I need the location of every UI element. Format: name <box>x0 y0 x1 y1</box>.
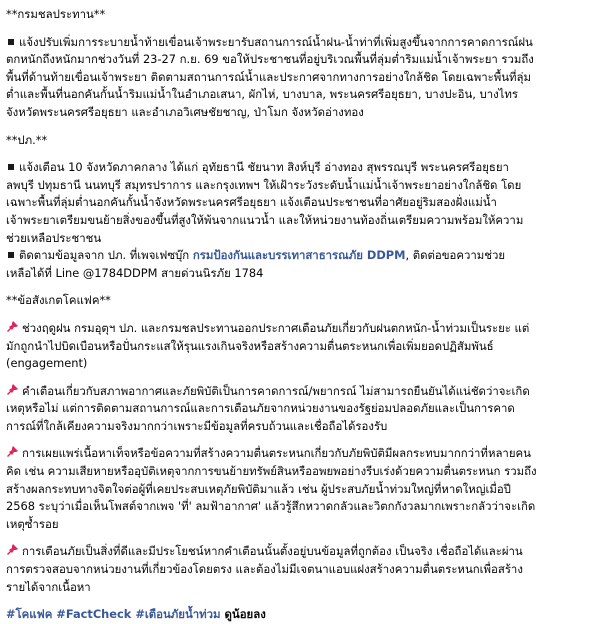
section-title-rid: **กรมชลประทาน** <box>6 7 106 21</box>
rid-line: แจ้งปรับเพิ่มการระบายน้ำท้ายเขื่อนเจ้าพระยารับสถานการณ์น้ำฝน-น้ำท่าที่เพิ่มสูงขึ้นจากการคาดการณ์ฝน <box>19 34 533 49</box>
note-line: เหตุหรือไม่ แต่การติดตามสถานการณ์และการเตือนภัยจากหน่วยงานของรัฐย่อมปลอดภัยและเป็นการคาด <box>6 401 515 416</box>
dpm-line: เจ้าพระยาเตรียมขนย้ายสิ่งของขึ้นที่สูงให้พ้นจากแนวน้ำ และให้หน่วยงานท้องถิ่นเตรียมความพร้อมให้ความ <box>6 212 524 227</box>
note-line: สร้างผลกระทบทางจิตใจต่อผู้ที่เคยประสบเหตุภัยพิบัติมาแล้ว เช่น ผู้ประสบภัยน้ำท่วมใหญ่ที่หาดใหญ่เมื่อปี <box>6 481 511 496</box>
rid-line: ต่ำและพื้นที่นอกคันกั้นน้ำริมแม่น้ำในอำเภอเสนา, ผักไห่, บางบาล, พระนครศรีอยุธยา, บางปะอิน, บางไทร <box>6 87 519 102</box>
rid-line: จังหวัดพระนครศรีอยุธยา และอำเภอวิเศษชัยชาญ, ป่าโมก จังหวัดอ่างทอง <box>6 104 364 119</box>
note-line: คิด เช่น ความเสียหายหรืออุบัติเหตุจากการขนย้ายทรัพย์สินหรืออพยพอย่างรีบเร่งด้วยความตื่นตระหนก รวมถึง <box>6 464 537 479</box>
note-line: 2568 ระบุว่าเมื่อเห็นโพสต์จากเพจ 'ที่' ลมฟ้าอากาศ' แล้วรู้สึกหวาดกลัวและวิตกกังวลมากเพราะกลัวว่าจะเกิด <box>6 499 536 514</box>
note-item <box>6 543 598 596</box>
dpm-item <box>6 159 598 247</box>
pushpin-icon <box>6 384 18 396</box>
dpm-line: เฉพาะพื้นที่ลุ่มต่ำนอกคันกั้นน้ำจังหวัดพระนครศรีอยุธยา แจ้งเตือนประชาชนที่อาศัยอยู่ริมสองฝั่งแม่น้ำ <box>6 195 497 210</box>
follow-line2: เหลือได้ที่ Line @1784DDPM สายด่วนนิรภัย 1784 <box>6 265 264 280</box>
section-title-dpm: **ปภ.** <box>6 132 48 147</box>
note-line: รายได้จากเนื้อหา <box>6 579 91 594</box>
note-line: การเตือนภัยเป็นสิ่งที่ดีและมีประโยชน์หากคำเตือนนั้นตั้งอยู่บนข้อมูลที่ถูกต้อง เป็นจริง เชื่อถือได้และผ่าน <box>22 544 523 559</box>
hashtag-link[interactable]: #เตือนภัยน้ำท่วม <box>135 607 221 622</box>
black-square-icon <box>8 252 14 258</box>
dpm-line: ลพบุรี ปทุมธานี นนทบุรี สมุทรปราการ และกรุงเทพฯ ให้เฝ้าระวังระดับน้ำแม่น้ำเจ้าพระยาอย่างใกล้ชิด โดย <box>6 177 522 192</box>
hashtag-link[interactable]: #FactCheck <box>56 607 132 622</box>
hashtag-link[interactable]: #โคแฟค <box>6 607 53 622</box>
note-item <box>6 383 598 436</box>
see-less-button[interactable]: ดูน้อยลง <box>224 607 266 622</box>
note-item <box>6 320 598 373</box>
rid-line: พื้นที่ด้านท้ายเขื่อนเจ้าพระยา ติดตามสถานการณ์น้ำและประกาศจากทางการอย่างใกล้ชิด โดยเฉพาะพื้นที่ลุ่ม <box>6 69 532 84</box>
ddpm-page-link[interactable]: กรมป้องกันและบรรเทาสาธารณภัย DDPM <box>192 248 406 263</box>
note-line: การตรวจสอบจากหน่วยงานที่เกี่ยวข้องโดยตรง และต้องไม่มีเจตนาแอบแฝงสร้างความตื่นตระหนกเพื่อสร้าง <box>6 562 523 577</box>
note-item <box>6 445 598 533</box>
follow-prefix: ติดตามข้อมูลจาก ปภ. ที่เพจเฟซบุ๊ก <box>19 248 193 263</box>
pushpin-icon <box>6 321 18 333</box>
note-line: ช่วงฤดูฝน กรมอุตุฯ ปภ. และกรมชลประทานออกประกาศเตือนภัยเกี่ยวกับฝนตกหนัก-น้ำท่วมเป็นระยะ แต่ <box>22 320 530 335</box>
black-square-icon <box>8 164 14 170</box>
hashtag-row <box>6 606 598 624</box>
note-line: เหตุซ้ำรอย <box>6 516 59 531</box>
dpm-line: ช่วยเหลือประชาชน <box>6 230 102 245</box>
rid-line: ตกหนักถึงหนักมากช่วงวันที่ 23-27 ก.ย. 69 ขอให้ประชาชนที่อยู่บริเวณพื้นที่ลุ่มต่ำริมแม่น้ำเจ้าพระยา รวมถึง <box>6 52 534 67</box>
note-line: มักถูกนำไปบิดเบือนหรือปั่นกระแสให้รุนแรงเกินจริงหรือสร้างความตื่นตระหนกเพื่อเพิ่มยอดปฏิสัมพันธ์ <box>6 338 494 353</box>
note-line: คำเตือนเกี่ยวกับสภาพอากาศและภัยพิบัติเป็นการคาดการณ์/พยากรณ์ ไม่สามารถยืนยันได้แน่ชัดว่าจะเกิด <box>22 383 530 398</box>
follow-suffix: , ติดต่อขอความช่วย <box>405 248 506 263</box>
dpm-line: แจ้งเตือน 10 จังหวัดภาคกลาง ได้แก่ อุทัยธานี ชัยนาท สิงห์บุรี อ่างทอง สุพรรณบุรี พระนครศรีอยุธยา <box>19 160 509 175</box>
section-title-notes: **ข้อสังเกตโคแฟค** <box>6 293 111 308</box>
note-line: การณ์ที่ใกล้เคียงความจริงมากกว่าเพราะมีข้อมูลที่ครบถ้วนและเชื่อถือได้รองรับ <box>6 418 388 433</box>
follow-item <box>6 247 598 282</box>
pushpin-icon <box>6 446 18 458</box>
rid-item <box>6 34 598 122</box>
black-square-icon <box>8 39 14 45</box>
note-line: การเผยแพร่เนื้อหาเท็จหรือข้อความที่สร้างความตื่นตระหนกเกี่ยวกับภัยพิบัติมีผลกระทบมากกว่าที่หลายคน <box>22 446 531 461</box>
pushpin-icon <box>6 544 18 556</box>
note-line: (engagement) <box>6 356 88 371</box>
